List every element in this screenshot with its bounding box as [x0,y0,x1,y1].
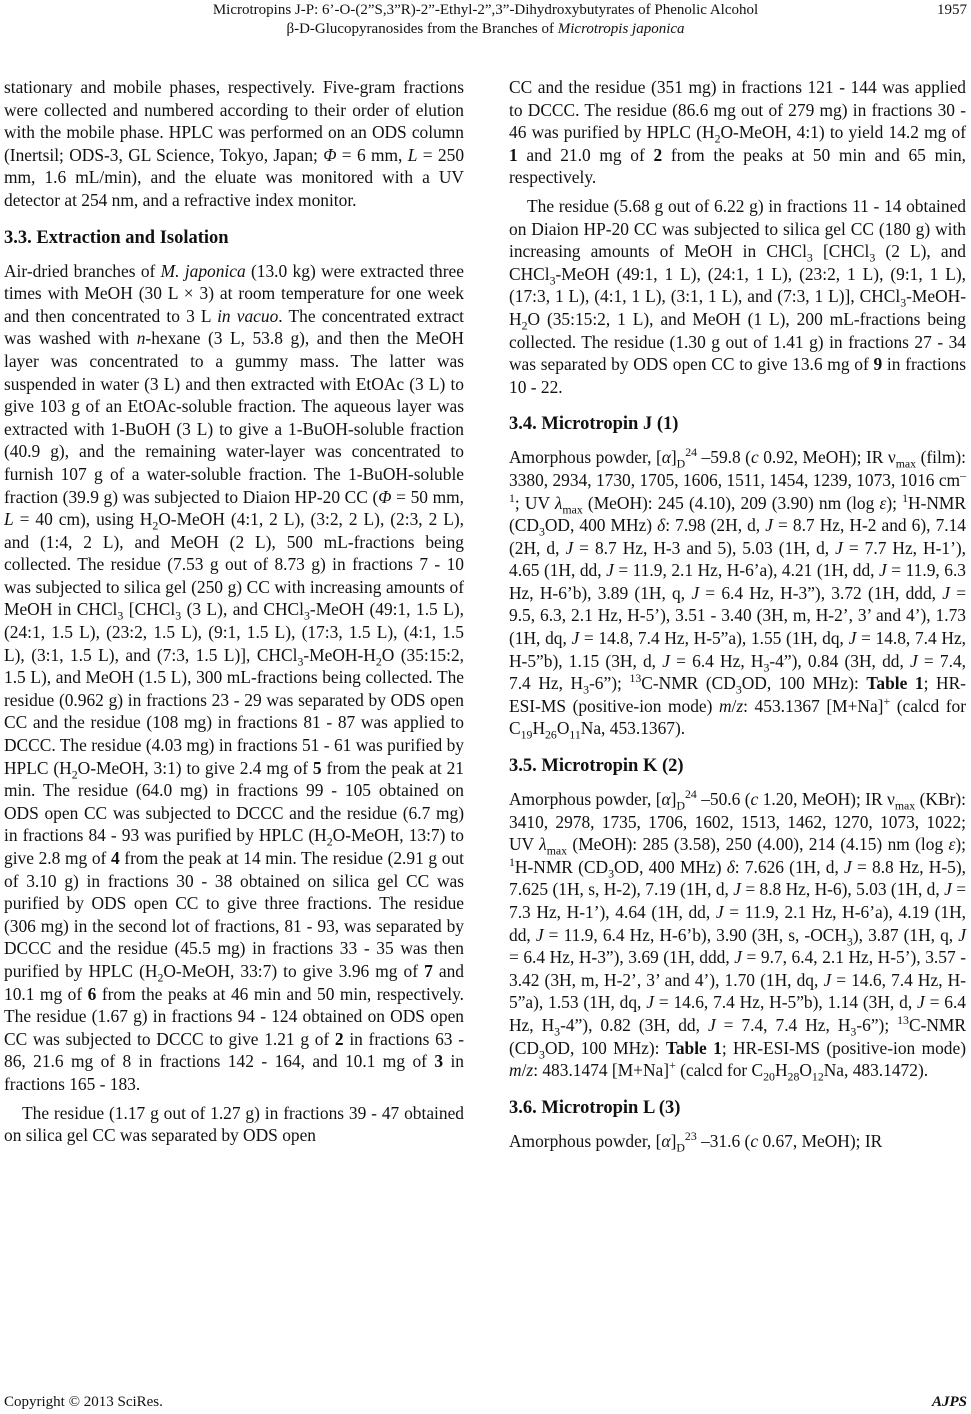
paragraph: Amorphous powder, $[\alpha]_D^{24}$ –59.8 (c 0.92, MeOH); IR $\nu_{max}$ (film): 3380, 2934, 1730, 1705, 1606, 1511, 1454, 1239, 1073, 1016 $cm^{-1}$; UV $\lambda_{max}$ (MeOH): 245 (4.10), 209 (3.90) nm (log ε); $^1$H-NMR ($CD_3OD$, 400 MHz) δ: 7.98 (2H, d, J = 8.7 Hz, H-2 and 6), 7.14 (2H, d, J = 8.7 Hz, H-3 and 5), 5.03 (1H, d, J = 7.7 Hz, H-1’), 4.65 (1H, dd, J = 11.9, 2.1 Hz, H-6’a), 4.21 (1H, dd, J = 11.9, 6.3 Hz, H-6’b), 3.89 (1H, q, J = 6.4 Hz, H-3”), 3.72 (1H, ddd, J = 9.5, 6.3, 2.1 Hz, H-5’), 3.51 - 3.40 (3H, m, H-2’, 3’ and 4’), 1.73 (1H, dq, J = 14.8, 7.4 Hz, H-5”a), 1.55 (1H, dq, J = 14.8, 7.4 Hz, H-5”b), 1.15 (3H, d, J = 6.4 Hz, $H_3-4$”), 0.84 (3H, dd, J = 7.4, 7.4 Hz, $H_3-6$”); $^{13}$C-NMR ($CD_3OD$, 100 MHz): Table 1; HR-ESI-MS (positive-ion mode) m/z: 453.1367 [M+Na]+ (calcd for $C_{19}H_{26}O_{11}Na$, 453.1367). [509,445,967,742]
header-title-line1: Microtropins J-P: 6’-O-(2”S,3”R)-2”-Ethyl-2”,3”-Dihydroxybutyrates of Phenolic Alcohol [212,2,759,18]
paragraph: The residue (5.68 g out of 6.22 g) in fractions 11 - 14 obtained on Diaion HP-20 CC was subjected to silica gel CC (180 g) with increasing amounts of MeOH in CHCl$_3$ [CHCl$_3$ (2 L), and CHCl$_3$-MeOH (49:1, 1 L), (24:1, 1 L), (23:2, 1 L), (9:1, 1 L), (17:3, 1 L), (4:1, 1 L), (3:1, 1 L), and (7:3, 1 L)], $CHCl_3-MeOH-H_2O$ (35:15:2, 1 L), and MeOH (1 L), 200 mL-fractions being collected. The residue (1.30 g out of 1.41 g) in fractions 27 - 34 was separated by ODS open CC to give 13.6 mg of 9 in fractions 10 - 22. [509,195,967,397]
section-heading-microtropin-j: 3.4. Microtropin J (1) [509,414,679,435]
running-header [0,0,971,46]
paragraph: The residue (1.17 g out of 1.27 g) in fractions 39 - 47 obtained on silica gel CC was separated by ODS open [4,1102,464,1146]
copyright-notice: Copyright © 2013 SciRes. [4,1394,163,1410]
section-heading-extraction: 3.3. Extraction and Isolation [4,227,229,248]
paragraph: Amorphous powder, $[\alpha]_D^{24}$ –50.6 (c 1.20, MeOH); IR $\nu_{max}$ (KBr): 3410, 2978, 1735, 1706, 1602, 1513, 1462, 1270, 1073, 1022; UV $\lambda_{max}$ (MeOH): 285 (3.58), 250 (4.00), 214 (4.15) nm (log ε); $^1$H-NMR ($CD_3OD$, 400 MHz) δ: 7.626 (1H, d, J = 8.8 Hz, H-5), 7.625 (1H, s, H-2), 7.19 (1H, d, J = 8.8 Hz, H-6), 5.03 (1H, d, J = 7.3 Hz, H-1’), 4.64 (1H, dd, J = 11.9, 2.1 Hz, H-6’a), 4.19 (1H, dd, J = 11.9, 6.4 Hz, H-6’b), 3.90 (3H, s, $-OCH_3$), 3.87 (1H, q, J = 6.4 Hz, H-3”), 3.69 (1H, ddd, J = 9.7, 6.4, 2.1 Hz, H-5’), 3.57 - 3.42 (3H, m, H-2’, 3’ and 4’), 1.70 (1H, dq, J = 14.6, 7.4 Hz, H-5”a), 1.53 (1H, dq, J = 14.6, 7.4 Hz, H-5”b), 1.14 (3H, d, J = 6.4 Hz, $H_3-4$”), 0.82 (3H, dd, J = 7.4, 7.4 Hz, $H_3-6$”); $^{13}$C-NMR ($CD_3OD$, 100 MHz): Table 1; HR-ESI-MS (positive-ion mode) m/z: 483.1474 [M+Na]+ (calcd for $C_{20}H_{28}O_{12}Na$, 483.1472). [509,787,967,1084]
section-heading-microtropin-k: 3.5. Microtropin K (2) [509,756,684,777]
header-title-line2: β-D-Glucopyranosides from the Branches of Microtropis japonica [286,21,685,37]
left-column [4,76,464,1147]
paragraph: stationary and mobile phases, respectively. Five-gram fractions were collected and numbered according to their order of elution with the mobile phase. HPLC was performed on an ODS column (Inertsil; ODS-3, GL Science, Tokyo, Japan; Φ = 6 mm, L = 250 mm, 1.6 mL/min), and the eluate was monitored with a UV detector at 254 nm, and a refractive index monitor. [4,77,465,210]
paragraph: Amorphous powder, $[\alpha]_D^{23}$ –31.6 (c 0.67, MeOH); IR [509,1128,883,1155]
section-heading-microtropin-l: 3.6. Microtropin L (3) [509,1097,681,1118]
paragraph: CC and the residue (351 mg) in fractions 121 - 144 was applied to DCCC. The residue (86.6 mg out of 279 mg) in fractions 30 - 46 was purified by HPLC ($H_2O$-MeOH, 4:1) to yield 14.2 mg of 1 and 21.0 mg of 2 from the peaks at 50 min and 65 min, respectively. [509,77,966,188]
journal-abbreviation: AJPS [931,1394,967,1410]
page-footer [0,1393,971,1413]
right-column [509,76,967,1155]
paragraph: Air-dried branches of M. japonica (13.0 kg) were extracted three times with MeOH (30 L × 3) at room temperature for one week and then concentrated to 3 L in vacuo. The concentrated extract was washed with n-hexane (3 L, 53.8 g), and then the MeOH layer was concentrated to a gummy mass. The latter was suspended in water (3 L) and then extracted with EtOAc (3 L) to give 103 g of an EtOAc-soluble fraction. The aqueous layer was extracted with 1-BuOH (3 L) to give a 1-BuOH-soluble fraction (40.9 g), and the remaining water-layer was concentrated to furnish 107 g of a water-soluble fraction. The 1-BuOH-soluble fraction (39.9 g) was subjected to Diaion HP-20 CC (Φ = 50 mm, L = 40 cm), using $H_2O$-MeOH (4:1, 2 L), (3:2, 2 L), (2:3, 2 L), and (1:4, 2 L), and MeOH (2 L), 500 mL-fractions being collected. The residue (7.53 g out of 8.73 g) in fractions 7 - 10 was subjected to silica gel (250 g) CC with increasing amounts of MeOH in CHCl$_3$ [CHCl$_3$ (3 L), and CHCl$_3$-MeOH (49:1, 1.5 L), (24:1, 1.5 L), (23:2, 1.5 L), (9:1, 1.5 L), (17:3, 1.5 L), (4:1, 1.5 L), (3:1, 1.5 L), and (7:3, 1.5 L)], $CHCl_3-MeOH-H_2O$ (35:15:2, 1.5 L), and MeOH (1.5 L), 300 mL-fractions being collected. The residue (0.962 g) in fractions 23 - 29 was separated by ODS open CC and the residue (108 mg) in fractions 81 - 87 was applied to DCCC. The residue (4.03 mg) in fractions 51 - 61 was purified by HPLC ($H_2O$-MeOH, 3:1) to give 2.4 mg of 5 from the peak at 21 min. The residue (64.0 mg) in fractions 99 - 105 obtained on ODS open CC was subjected to DCCC and the residue (6.7 mg) in fractions 84 - 93 was purified by HPLC ($H_2O$-MeOH, 13:7) to give 2.8 mg of 4 from the peak at 14 min. The residue (2.91 g out of 3.10 g) in fractions 30 - 38 obtained on silica gel CC was purified by ODS open CC to give three fractions. The residue (306 mg) in the second lot of fractions, 81 - 93, was separated by DCCC and the residue (45.5 mg) in fractions 33 - 35 was then purified by HPLC ($H_2O$-MeOH, 33:7) to give 3.96 mg of 7 and 10.1 mg of 6 from the peaks at 46 min and 50 min, respectively. The residue (1.67 g) in fractions 94 - 124 obtained on ODS open CC was subjected to DCCC to give 1.21 g of 2 in fractions 63 - 86, 21.6 mg of 8 in fractions 142 - 164, and 10.1 mg of 3 in fractions 165 - 183. [4,260,465,1094]
page-number: 1957 [937,2,967,18]
